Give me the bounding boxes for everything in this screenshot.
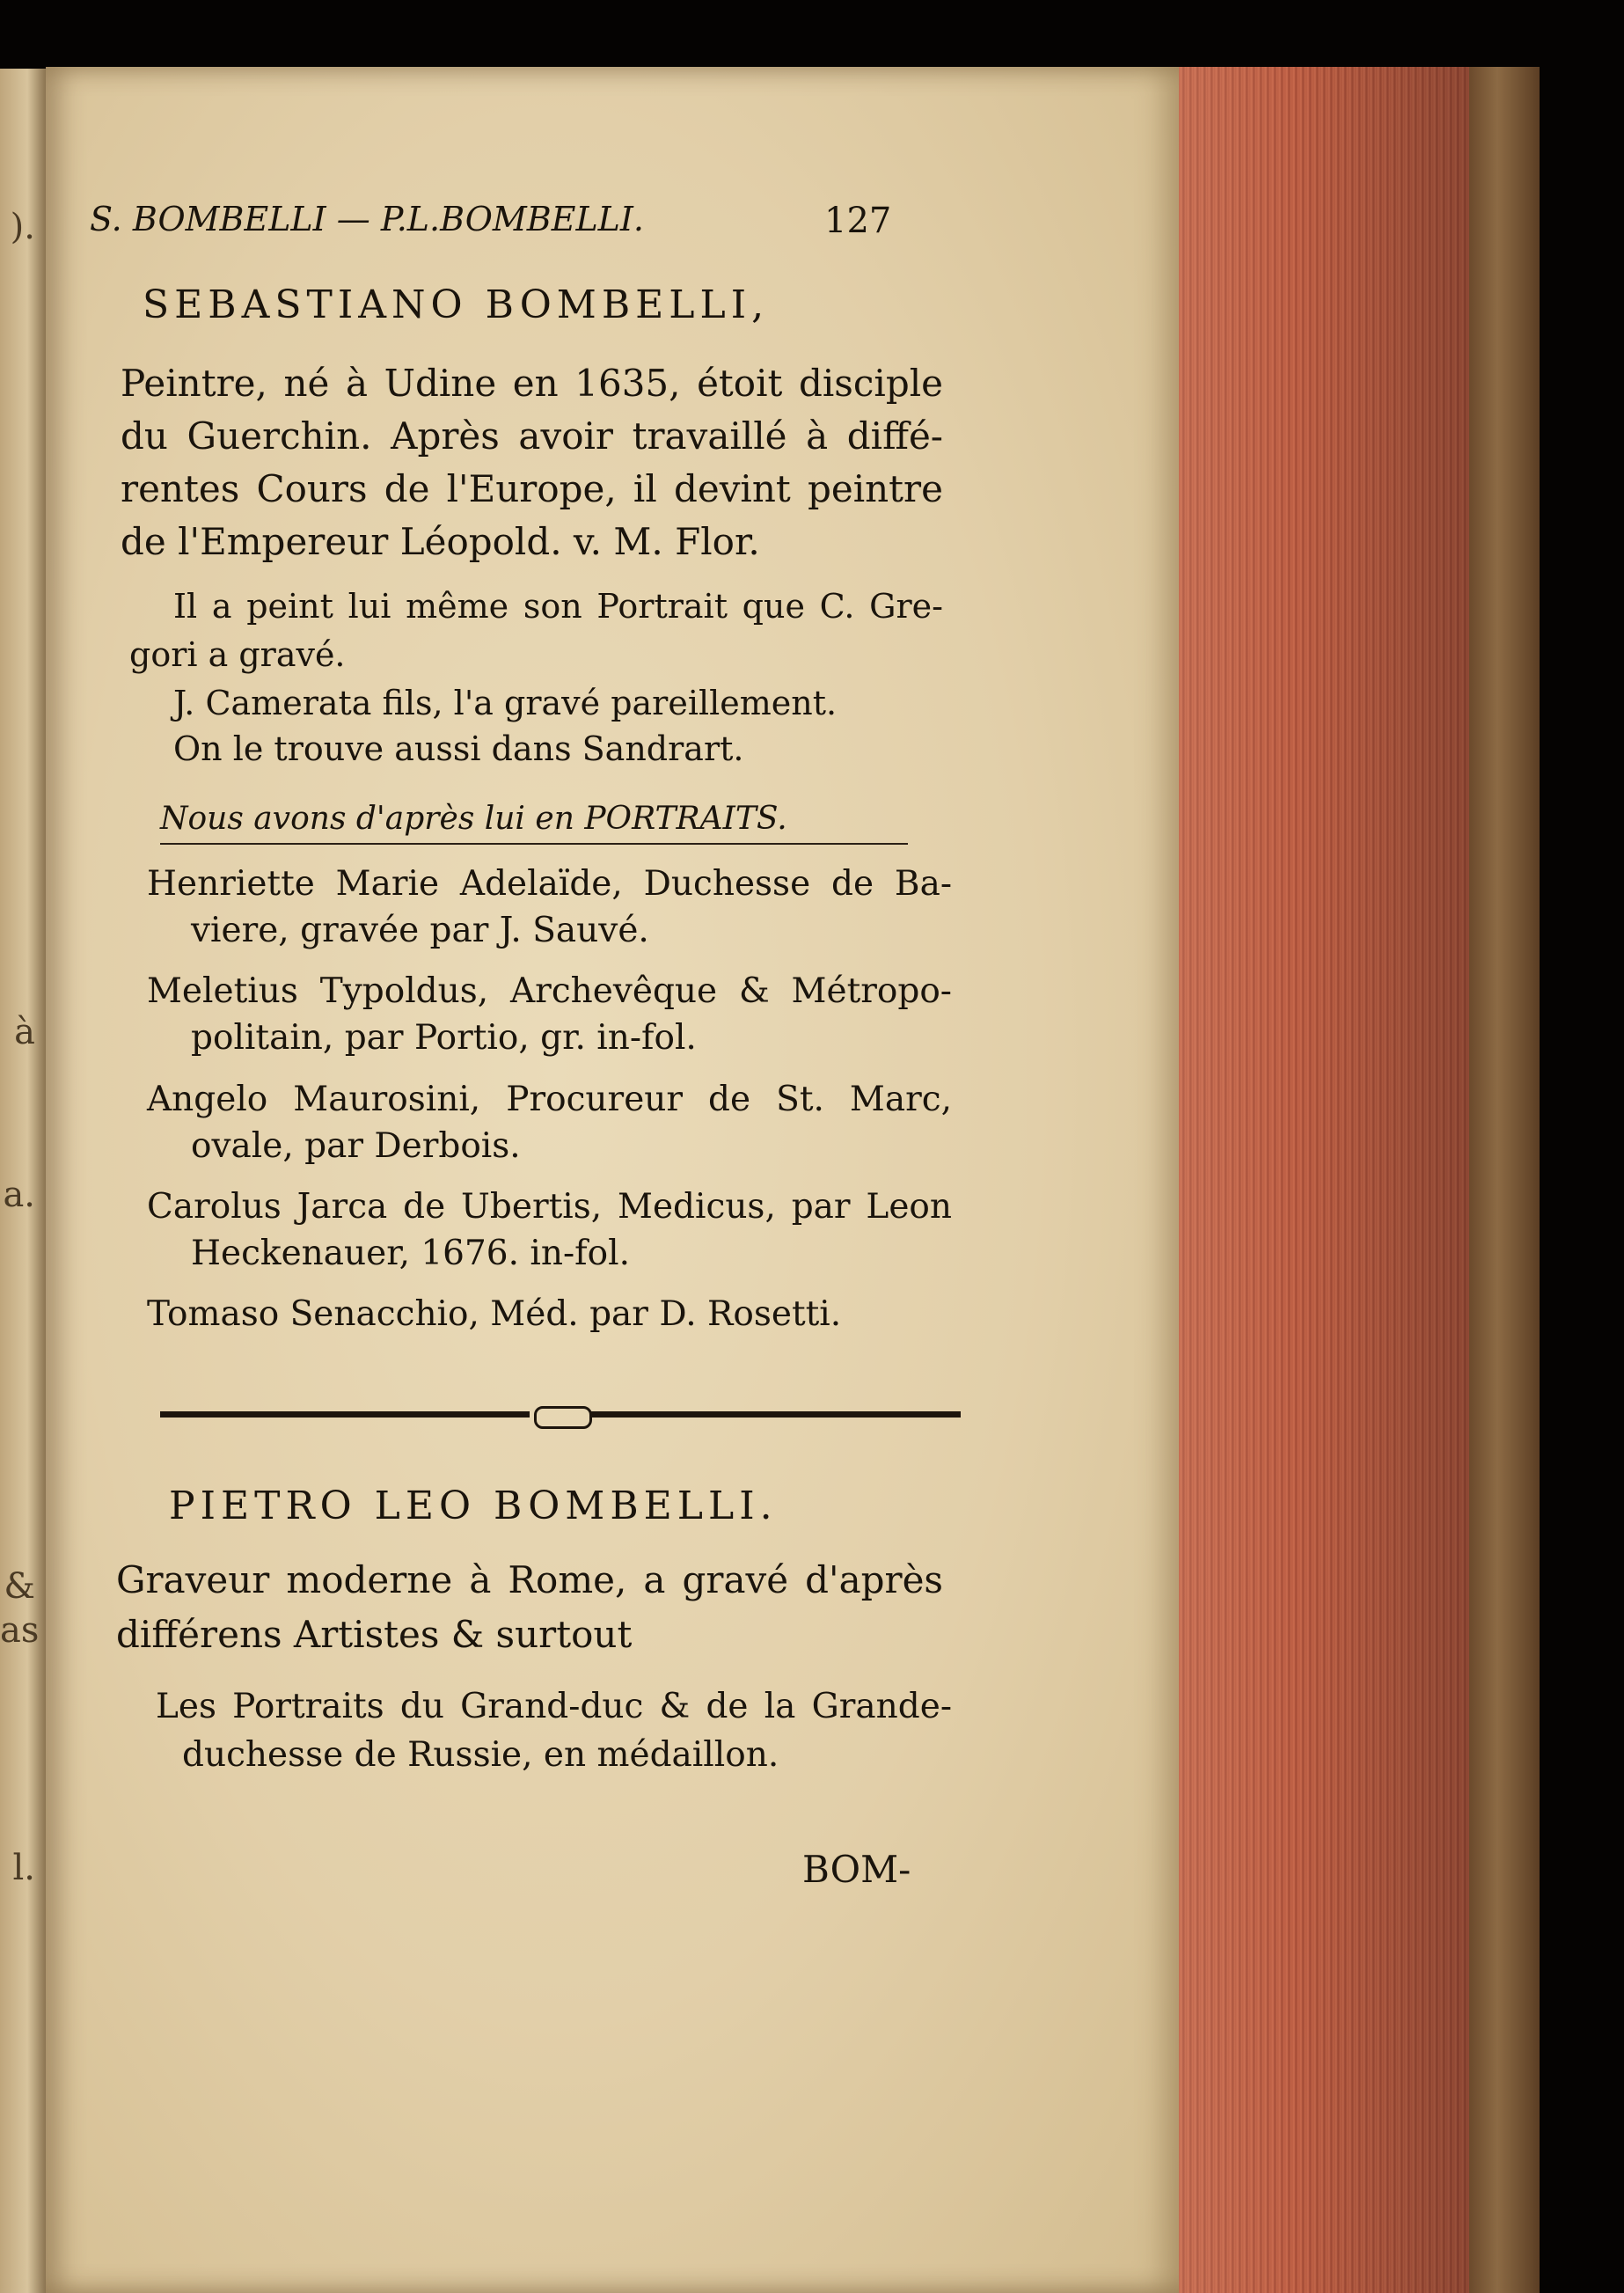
running-header: S. BOMBELLI — P.L.BOMBELLI. [90, 200, 645, 238]
ornamental-divider [160, 1406, 961, 1424]
note-line: duchesse de Russie, en médaillon. [182, 1735, 779, 1775]
book-cover-edge [1469, 67, 1540, 2293]
note-line: On le trouve aussi dans Sandrart. [173, 729, 744, 768]
note-line: gori a gravé. [129, 635, 346, 674]
portrait-entry-line: Heckenauer, 1676. in-fol. [191, 1234, 630, 1273]
note-line: Il a peint lui même son Portrait que C. Gre- [173, 587, 943, 626]
portrait-entry-line: politain, par Portio, gr. in-fol. [191, 1018, 697, 1058]
page-fore-edge [1179, 67, 1469, 2293]
entry-paragraph-line: rentes Cours de l'Europe, il devint peintre [121, 467, 943, 510]
catchword: BOM- [802, 1848, 911, 1891]
portraits-subheading: Nous avons d'après lui en PORTRAITS. [160, 801, 787, 837]
previous-page-fragment: a. [3, 1175, 35, 1215]
note-line: Les Portraits du Grand-duc & de la Grande- [156, 1687, 952, 1726]
portrait-entry-line: ovale, par Derbois. [191, 1126, 521, 1166]
previous-page-fragment: à [14, 1012, 35, 1052]
entry-paragraph-line: différens Artistes & surtout [116, 1613, 633, 1656]
portrait-entry-line: Carolus Jarca de Ubertis, Medicus, par Leon [147, 1187, 952, 1227]
entry-paragraph-line: Graveur moderne à Rome, a gravé d'après [116, 1558, 943, 1601]
entry-paragraph-line: du Guerchin. Après avoir travaillé à diffé- [121, 414, 943, 458]
page-text [46, 0, 1179, 2293]
previous-page-fragment: & [4, 1566, 35, 1607]
entry-title-pietro: PIETRO LEO BOMBELLI. [169, 1483, 778, 1528]
previous-page-fragment: as [0, 1610, 40, 1651]
portrait-entry-line: viere, gravée par J. Sauvé. [191, 911, 649, 950]
page-number: 127 [824, 201, 892, 241]
portrait-entry-line: Meletius Typoldus, Archevêque & Métropo- [147, 971, 952, 1011]
entry-paragraph-line: de l'Empereur Léopold. v. M. Flor. [121, 520, 760, 563]
note-line: J. Camerata fils, l'a gravé pareillement. [173, 684, 838, 722]
portrait-entry-line: Tomaso Senacchio, Méd. par D. Rosetti. [147, 1294, 842, 1334]
subheading-underline [160, 843, 908, 845]
entry-title-sebastiano: SEBASTIANO BOMBELLI, [143, 282, 770, 327]
entry-paragraph-line: Peintre, né à Udine en 1635, étoit disciple [121, 362, 943, 405]
previous-page-fragment: ). [10, 207, 35, 247]
portrait-entry-line: Henriette Marie Adelaïde, Duchesse de Ba- [147, 864, 952, 904]
portrait-entry-line: Angelo Maurosini, Procureur de St. Marc, [147, 1080, 952, 1119]
previous-page-fragment: l. [12, 1848, 35, 1888]
